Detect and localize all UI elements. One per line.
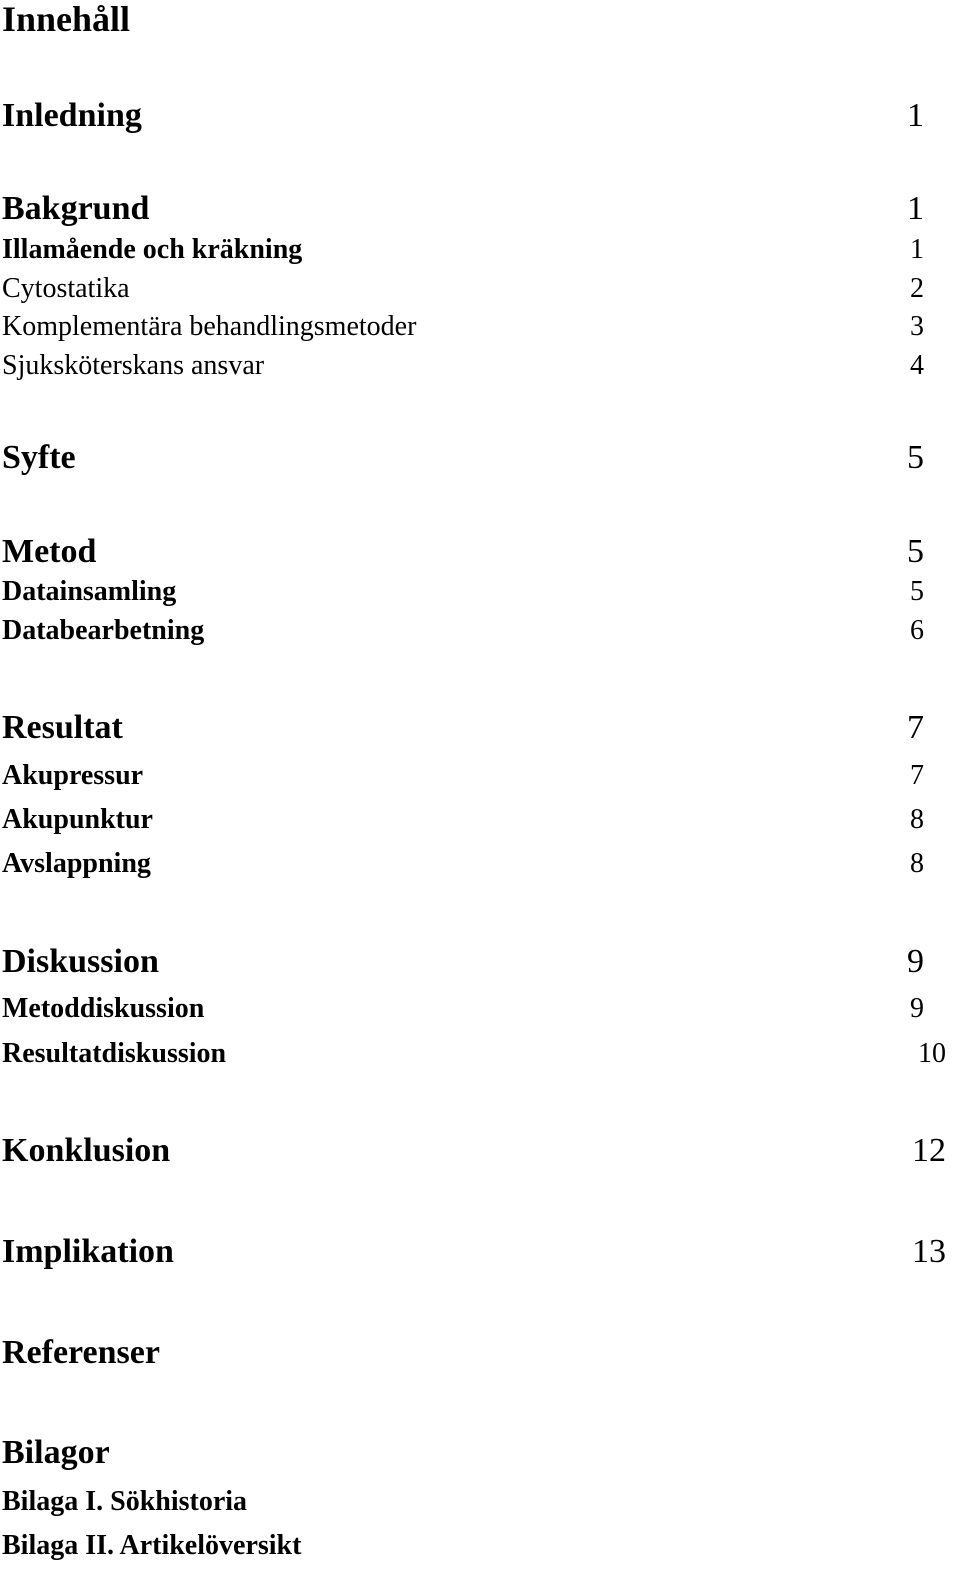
toc-entry-databearbetning[interactable]: [0, 614, 960, 648]
toc-entry-illamaende[interactable]: [0, 233, 960, 267]
toc-label: Datainsamling: [2, 576, 177, 607]
toc-entry-inledning[interactable]: [0, 96, 960, 136]
toc-entry-akupressur[interactable]: [0, 759, 960, 793]
toc-label: Syfte: [2, 439, 76, 476]
toc-entry-sjukskoterskans[interactable]: [0, 349, 960, 383]
toc-entry-resultat[interactable]: [0, 708, 960, 748]
toc-page-number: 1: [910, 234, 924, 265]
toc-label: Resultat: [2, 709, 123, 746]
toc-entry-referenser[interactable]: [0, 1333, 960, 1373]
toc-entry-metoddiskussion[interactable]: [0, 992, 960, 1026]
toc-entry-metod[interactable]: [0, 532, 960, 572]
toc-entry-datainsamling[interactable]: [0, 575, 960, 609]
toc-page-number: 8: [910, 848, 924, 879]
toc-label: Avslappning: [2, 848, 151, 879]
toc-page-number: 7: [910, 760, 924, 791]
toc-entry-bilagor[interactable]: [0, 1433, 960, 1473]
toc-entry-bilaga-1[interactable]: [0, 1485, 960, 1519]
toc-page-number: 8: [910, 804, 924, 835]
toc-entry-akupunktur[interactable]: [0, 803, 960, 837]
toc-entry-implikation[interactable]: [0, 1232, 960, 1272]
toc-label: Bilagor: [2, 1434, 110, 1471]
toc-page-number: 10: [918, 1038, 946, 1069]
toc-label: Komplementära behandlingsmetoder: [2, 311, 417, 342]
toc-label: Konklusion: [2, 1132, 171, 1169]
toc-label: Metod: [2, 533, 97, 570]
toc-page-number: 5: [907, 533, 924, 570]
toc-label: Resultatdiskussion: [2, 1038, 227, 1069]
toc-entry-bilaga-2[interactable]: [0, 1529, 960, 1563]
toc-label: Bilaga I. Sökhistoria: [2, 1486, 248, 1517]
toc-entry-bakgrund[interactable]: [0, 189, 960, 229]
toc-page-number: 1: [907, 190, 924, 227]
toc-page-number: 12: [912, 1132, 946, 1169]
toc-label: Akupressur: [2, 760, 144, 791]
toc-label: Metoddiskussion: [2, 993, 205, 1024]
toc-page-number: 6: [910, 615, 924, 646]
toc-page-number: 3: [910, 311, 924, 342]
toc-label: Illamående och kräkning: [2, 234, 303, 265]
toc-label: Inledning: [2, 97, 142, 134]
toc-label: Bakgrund: [2, 190, 150, 227]
toc-entry-komplementara[interactable]: [0, 310, 960, 344]
page-title: Innehåll: [2, 0, 131, 39]
toc-page-number: 1: [907, 97, 924, 134]
toc-label: Databearbetning: [2, 615, 205, 646]
toc-entry-syfte[interactable]: [0, 438, 960, 478]
toc-entry-resultatdiskussion[interactable]: [0, 1037, 960, 1071]
toc-entry-diskussion[interactable]: [0, 942, 960, 982]
toc-label: Referenser: [2, 1334, 160, 1371]
toc-page-number: 9: [910, 993, 924, 1024]
toc-label: Sjuksköterskans ansvar: [2, 350, 265, 381]
toc-page-number: 5: [907, 439, 924, 476]
toc-page-number: 5: [910, 576, 924, 607]
toc-page-number: 4: [910, 350, 924, 381]
toc-entry-avslappning[interactable]: [0, 847, 960, 881]
toc-label: Diskussion: [2, 943, 159, 980]
toc-label: Akupunktur: [2, 804, 153, 835]
toc-page-number: 7: [907, 709, 924, 746]
toc-page-number: 9: [907, 943, 924, 980]
toc-entry-konklusion[interactable]: [0, 1131, 960, 1171]
toc-label: Cytostatika: [2, 273, 130, 304]
toc-page-number: 13: [912, 1233, 946, 1270]
toc-label: Bilaga II. Artikelöversikt: [2, 1530, 302, 1561]
toc-entry-cytostatika[interactable]: [0, 272, 960, 306]
toc-page-number: 2: [910, 273, 924, 304]
toc-label: Implikation: [2, 1233, 174, 1270]
